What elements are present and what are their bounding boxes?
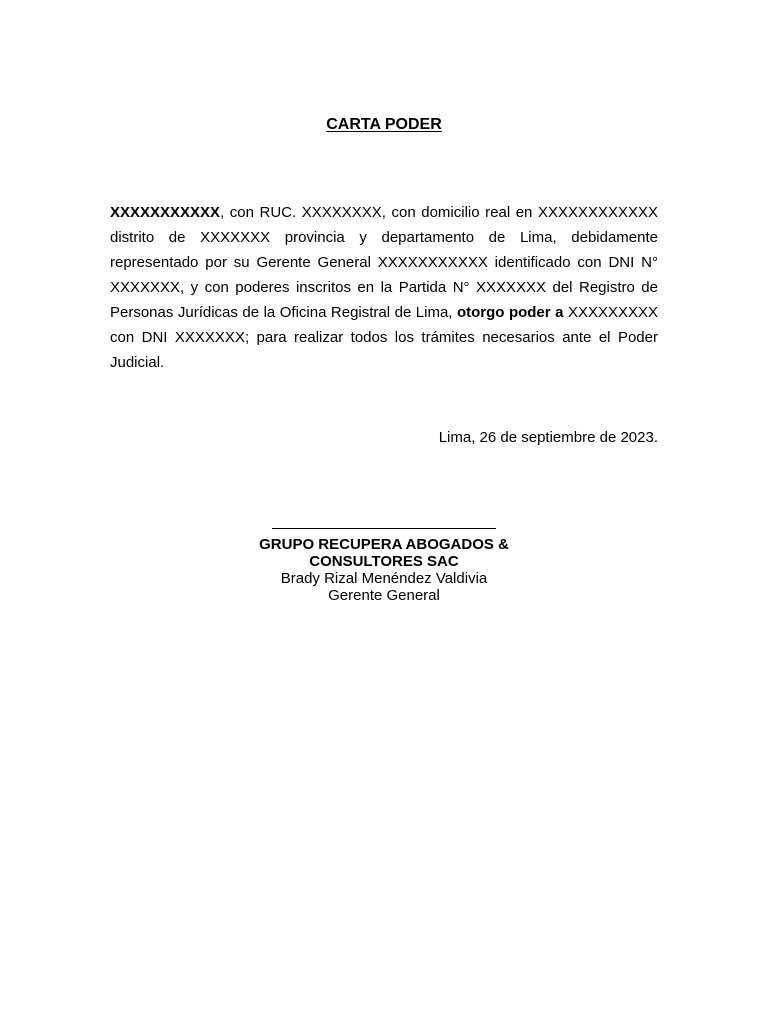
paragraph-text-2: XXXXXXXXX con DNI XXXXXXX; para realizar todos los trámites necesarios ante el Poder Judicial.: [110, 304, 659, 371]
signature-company-line-1: GRUPO RECUPERA ABOGADOS &: [259, 536, 509, 553]
signatory-position: Gerente General: [328, 587, 440, 604]
grantor-name: XXXXXXXXXXX: [110, 204, 221, 221]
signature-block: [234, 528, 534, 604]
document-title: CARTA PODER: [326, 116, 442, 133]
signatory-name: Brady Rizal Menéndez Valdivia: [280, 570, 488, 587]
power-of-attorney-paragraph: [110, 200, 658, 375]
document-date: Lima, 26 de septiembre de 2023.: [438, 429, 658, 446]
signature-line: [272, 528, 496, 529]
signature-company-line-2: CONSULTORES SAC: [309, 553, 459, 570]
paragraph-text-1: , con RUC. XXXXXXXX, con domicilio real en XXXXXXXXXXXX distrito de XXXXXXX provincia y departamento de Lima, debidamente representado por su Gerente General XXXXXXXXXXX identificado con DNI N° XXXXXXX, y con poderes inscritos en la Partida N° XXXXXXX del Registro de Personas Jurídicas de la Oficina Registral de Lima,: [110, 204, 658, 321]
grant-phrase: otorgo poder a: [456, 304, 564, 321]
